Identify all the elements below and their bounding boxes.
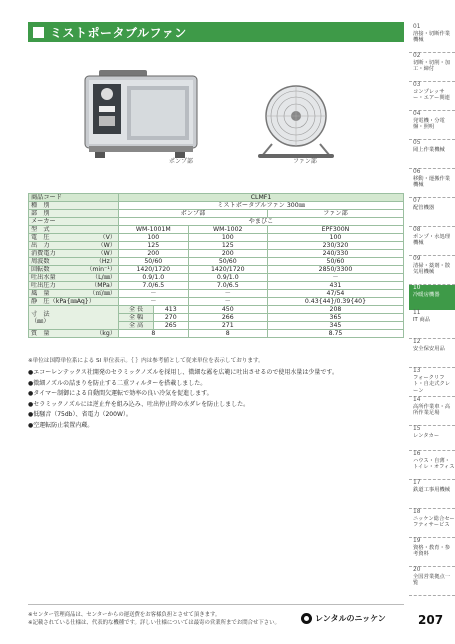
feature-item: ●低騒音（75db）、省電力（200W）。 xyxy=(28,411,132,418)
footer-notes xyxy=(28,611,280,627)
spec-label xyxy=(29,298,119,306)
side-index-number: 15 xyxy=(413,426,421,432)
side-index-number: 11 xyxy=(413,310,421,316)
spec-row xyxy=(29,234,404,242)
spec-label xyxy=(29,242,119,250)
side-index-label: 資格・教育・参考資料 xyxy=(413,544,451,558)
spec-value: － xyxy=(267,274,403,282)
spec-unit: （min⁻¹） xyxy=(86,266,116,273)
spec-row-type xyxy=(29,202,404,210)
side-index-label: 清掃・薬剤・散気用機械 xyxy=(413,262,451,276)
footer-divider xyxy=(28,604,404,605)
dimension-sub-label: 全 高 xyxy=(119,322,154,330)
spec-label-text: 吐出圧力 xyxy=(31,282,56,289)
dimension-rows xyxy=(29,306,404,330)
feature-list xyxy=(28,368,404,431)
side-index-number: 05 xyxy=(413,140,421,146)
side-index-item[interactable] xyxy=(409,24,455,53)
side-index-item[interactable] xyxy=(409,310,455,339)
side-index-item[interactable] xyxy=(409,140,455,169)
feature-item: ●エコーレンテックス社開発のセラミックノズルを採用し、微細な霧を広範に吐出させるので使用水量は少量です。 xyxy=(28,369,338,376)
side-index-label: ハウス・自薄・トイレ・オフィス xyxy=(413,457,455,471)
spec-label: メーカー xyxy=(29,218,119,226)
spec-unit: （kg） xyxy=(96,330,116,337)
spec-value: 125 xyxy=(119,242,189,250)
spec-unit: （W） xyxy=(97,242,116,249)
side-index-label: コンプレッサー・エアー関連 xyxy=(413,88,450,102)
spec-row xyxy=(29,274,404,282)
side-index-number: 09 xyxy=(413,256,421,262)
side-index-item[interactable] xyxy=(409,480,455,509)
spec-value: 1420/1720 xyxy=(188,266,267,274)
side-index-item[interactable] xyxy=(409,397,455,426)
side-index-item[interactable] xyxy=(409,451,455,480)
side-index-label: 全国営業拠点一覧 xyxy=(413,573,451,587)
side-index-number: 16 xyxy=(413,451,421,457)
spec-value: 240/330 xyxy=(267,250,403,258)
side-index-label: IT 商品 xyxy=(413,316,431,323)
side-index-number: 07 xyxy=(413,198,421,204)
side-index-number: 19 xyxy=(413,538,421,544)
side-index-number: 06 xyxy=(413,169,421,175)
side-index-item[interactable] xyxy=(409,82,455,111)
spec-unit: （MPa） xyxy=(91,282,116,289)
spec-value: ファン部 xyxy=(267,210,403,218)
side-index-label: ポンプ・水処理機械 xyxy=(413,233,451,247)
side-index-item[interactable] xyxy=(409,198,455,227)
spec-value: 200 xyxy=(119,250,189,258)
spec-value: － xyxy=(119,298,189,306)
side-index-label: レンタカー xyxy=(413,432,440,439)
dimension-sub-label: 全 幅 xyxy=(119,314,154,322)
side-index-item[interactable] xyxy=(409,538,455,567)
feature-item: ●セラミックノズルには逆止弁を組み込み、吐出停止時の水ダレを防止しました。 xyxy=(28,400,250,408)
side-index-number: 20 xyxy=(413,567,421,573)
side-index-label: 鉄道工事用機械 xyxy=(413,486,451,493)
spec-value: 271 xyxy=(188,322,267,330)
spec-label-text: 消費電力 xyxy=(31,250,56,257)
spec-value: － xyxy=(119,290,189,298)
spec-value: 8 xyxy=(119,330,189,338)
side-index-item[interactable] xyxy=(409,368,455,397)
spec-value: ポンプ部 xyxy=(119,210,268,218)
spec-value: － xyxy=(188,290,267,298)
spec-label xyxy=(29,274,119,282)
side-index-item[interactable] xyxy=(409,111,455,140)
spec-row xyxy=(29,242,404,250)
side-index-label: 切断・切削・加工・締付 xyxy=(413,59,451,73)
spec-value: 1420/1720 xyxy=(119,266,189,274)
spec-value: CLMF1 xyxy=(119,194,404,202)
side-index-item[interactable] xyxy=(409,169,455,198)
side-index-number: 14 xyxy=(413,397,421,403)
spec-row xyxy=(29,290,404,298)
spec-label xyxy=(29,330,119,338)
spec-row-maker xyxy=(29,218,404,226)
side-index-number: 18 xyxy=(413,509,421,515)
spec-label-text: 風 量 xyxy=(31,290,50,297)
spec-value: 230/320 xyxy=(267,242,403,250)
spec-label xyxy=(29,290,119,298)
spec-value: 365 xyxy=(267,314,403,322)
side-index-item[interactable] xyxy=(409,567,455,596)
side-index-item[interactable] xyxy=(409,339,455,368)
spec-value: 100 xyxy=(119,234,189,242)
page-title: ミストポータブルファン xyxy=(50,25,187,40)
spec-unit: （㎥/㎜） xyxy=(89,290,116,297)
spec-value: 7.0/6.5 xyxy=(188,282,267,290)
spec-value: 200 xyxy=(188,250,267,258)
spec-label: 商品コード xyxy=(29,194,119,202)
spec-label-text: 出 力 xyxy=(31,242,50,249)
spec-value: 0.9/1.0 xyxy=(119,274,189,282)
side-index-item[interactable] xyxy=(409,426,455,451)
spec-value: 345 xyxy=(267,322,403,330)
spec-value: 8 xyxy=(188,330,267,338)
spec-row xyxy=(29,282,404,290)
dimension-row xyxy=(29,306,404,314)
side-index-number: 04 xyxy=(413,111,421,117)
spec-label: 型 式 xyxy=(29,226,119,234)
spec-table xyxy=(28,193,404,338)
spec-value: WM-1002 xyxy=(188,226,267,234)
side-index xyxy=(409,22,455,604)
spec-unit: （L/㎜） xyxy=(91,274,116,281)
side-index-item[interactable] xyxy=(409,227,455,256)
logo-text: レンタルのニッケン xyxy=(315,614,386,623)
spec-value: 208 xyxy=(267,306,403,314)
feature-item: ●空運転防止装置内蔵。 xyxy=(28,421,94,429)
side-index-label: 岡上作業機械 xyxy=(413,146,445,153)
spec-label xyxy=(29,234,119,242)
spec-value: ミストポータブルファン 300㎜ xyxy=(119,202,404,210)
side-index-item[interactable] xyxy=(409,285,455,310)
title-marker xyxy=(33,27,44,38)
side-index-label: 安全保安用品 xyxy=(413,345,445,352)
spec-label-text: 周波数 xyxy=(31,258,50,265)
side-index-label: 発電機・分電盤・照明 xyxy=(413,117,445,131)
spec-row-product-code xyxy=(29,194,404,202)
feature-item: ●微細ノズルの詰まりを防止する二重フィルターを搭載しました。 xyxy=(28,379,207,387)
side-index-number: 02 xyxy=(413,53,421,59)
side-index-label: フォークリフト・自走式クレーン xyxy=(413,374,451,394)
dimension-sub-label: 全 長 xyxy=(119,306,154,314)
spec-value: 50/60 xyxy=(188,258,267,266)
spec-value: 47/54 xyxy=(267,290,403,298)
company-logo xyxy=(301,613,386,624)
dimension-label-text: 寸 法 xyxy=(31,310,50,318)
spec-value: 50/60 xyxy=(267,258,403,266)
spec-value: 413 xyxy=(154,306,189,314)
fan-caption: ファン部 xyxy=(293,158,317,165)
side-index-item[interactable] xyxy=(409,53,455,82)
unit-note: ※単位は国際単位系による SI 単位表示。｛ ｝内は参考値として従来単位を表示しております。 xyxy=(28,358,264,364)
spec-value: 0.9/1.0 xyxy=(188,274,267,282)
spec-value: － xyxy=(188,298,267,306)
spec-label-text: 質 量 xyxy=(31,330,50,337)
spec-row-model xyxy=(29,226,404,234)
side-index-label: ニッケン総合セーフティサービス xyxy=(413,515,455,529)
spec-value: 431 xyxy=(267,282,403,290)
side-index-label: 溶接・切断作業機械 xyxy=(413,30,451,44)
spec-value: 100 xyxy=(267,234,403,242)
spec-value: WM-1001M xyxy=(119,226,189,234)
spec-value: EPF300N xyxy=(267,226,403,234)
spec-row xyxy=(29,258,404,266)
side-index-number: 10 xyxy=(413,285,421,291)
spec-label xyxy=(29,258,119,266)
spec-label-text: 電 圧 xyxy=(31,234,50,241)
footer-note-1: ※センター管理商品は、センターからの運送費をお客様負担とさせて頂きます。 xyxy=(28,612,221,618)
spec-row-part xyxy=(29,210,404,218)
spec-label-text: 静 圧（kPa{㎜Aq}） xyxy=(31,298,95,305)
spec-label xyxy=(29,266,119,274)
spec-value: 8.75 xyxy=(267,330,403,338)
spec-label: 部 別 xyxy=(29,210,119,218)
spec-value: 450 xyxy=(188,306,267,314)
side-index-label: 移動・運搬作業機械 xyxy=(413,175,451,189)
side-index-number: 08 xyxy=(413,227,421,233)
spec-value: 50/60 xyxy=(119,258,189,266)
side-index-label: 配管機器 xyxy=(413,204,435,211)
page-title-bar xyxy=(28,22,404,42)
spec-value: 2850/3300 xyxy=(267,266,403,274)
side-index-number: 01 xyxy=(413,24,421,30)
spec-row-mass xyxy=(29,330,404,338)
side-index-label: 冷暖房機器 xyxy=(413,291,440,298)
spec-label xyxy=(29,250,119,258)
spec-value: 100 xyxy=(188,234,267,242)
spec-value: 125 xyxy=(188,242,267,250)
side-index-label: 高所作業車・高所作業足場 xyxy=(413,403,451,417)
side-index-number: 03 xyxy=(413,82,421,88)
pump-caption: ポンプ部 xyxy=(169,158,194,165)
logo-mark-icon xyxy=(301,613,312,624)
side-index-number: 12 xyxy=(413,339,421,345)
side-index-number: 17 xyxy=(413,480,421,486)
side-index-item[interactable] xyxy=(409,509,455,538)
page-number: 207 xyxy=(418,613,444,627)
spec-unit: （V） xyxy=(99,234,116,241)
spec-row xyxy=(29,250,404,258)
spec-value: 266 xyxy=(188,314,267,322)
side-index-item[interactable] xyxy=(409,256,455,285)
spec-unit: （Hz） xyxy=(95,258,116,265)
pump-unit-photo xyxy=(75,60,205,164)
spec-row xyxy=(29,266,404,274)
feature-item: ●タイマー制御による自動間欠運転で効率の良い冷気を促進します。 xyxy=(28,390,213,397)
spec-value: 265 xyxy=(154,322,189,330)
spec-value: 0.43{44}/0.39{40} xyxy=(267,298,403,306)
fan-unit-photo xyxy=(252,80,347,160)
side-index-number: 13 xyxy=(413,368,421,374)
dimension-unit: （㎜） xyxy=(31,317,50,325)
spec-label: 種 別 xyxy=(29,202,119,210)
spec-row xyxy=(29,298,404,306)
spec-value: 7.0/6.5 xyxy=(119,282,189,290)
dimension-label xyxy=(29,306,119,330)
footer-note-2: ※記載されている仕様は、代表的な機種です。詳しい仕様については最寄の営業所までお問合せ下さい。 xyxy=(28,620,280,626)
spec-label-text: 吐出水量 xyxy=(31,274,56,281)
spec-label xyxy=(29,282,119,290)
spec-value: やまびこ xyxy=(119,218,404,226)
spec-label-text: 回転数 xyxy=(31,266,50,273)
spec-rows xyxy=(29,234,404,306)
spec-unit: （W） xyxy=(97,250,116,257)
spec-value: 270 xyxy=(154,314,189,322)
